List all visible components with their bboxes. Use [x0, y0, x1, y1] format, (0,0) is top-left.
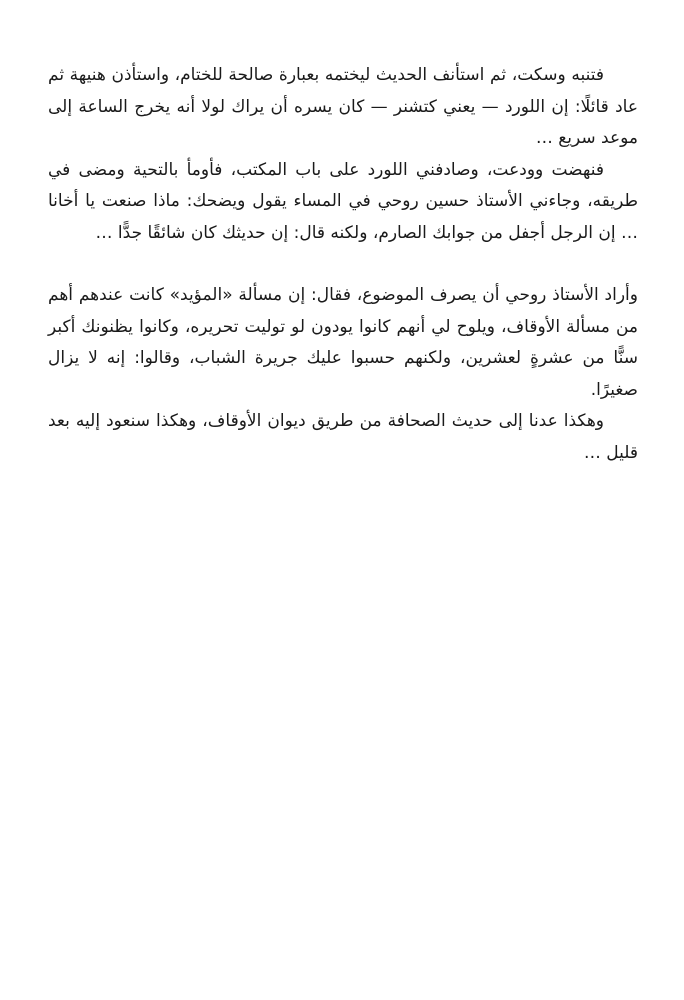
paragraph-4: وهكذا عدنا إلى حديث الصحافة من طريق ديوان الأوقاف، وهكذا سنعود إليه بعد قليل …: [48, 411, 638, 463]
paragraph-2: فنهضت وودعت، وصادفني اللورد على باب المكتب، فأومأ بالتحية ومضى في طريقه، وجاءني الأستاذ حسين روحي في المساء يقول ويضحك: ماذا صنعت يا أخانا … إن الرجل أجفل من جوابك الصارم، ولكنه قال: إن حديثك كان شائقًا جدًّا …: [48, 159, 638, 243]
paragraph-3: وأراد الأستاذ روحي أن يصرف الموضوع، فقال: إن مسألة «المؤيد» كانت عندهم أهم من مسألة الأوقاف، ويلوح لي أنهم كانوا يودون لو توليت تحريره، وكانوا يظنونك أكبر سنًّا من عشرةٍ لعشرين، ولكنهم حسبوا عليك جريرة الشباب، وقالوا: إنه لا يزال صغيرًا.: [48, 285, 638, 400]
paragraph-spacer: [48, 249, 638, 280]
paragraph-1: فتنبه وسكت، ثم استأنف الحديث ليختمه بعبارة صالحة للختام، واستأذن هنيهة ثم عاد قائلًا: إن اللورد — يعني كتشنر — كان يسره أن يراك لولا أنه يخرج الساعة إلى موعد سريع …: [48, 65, 638, 148]
document-page: [48, 60, 638, 469]
